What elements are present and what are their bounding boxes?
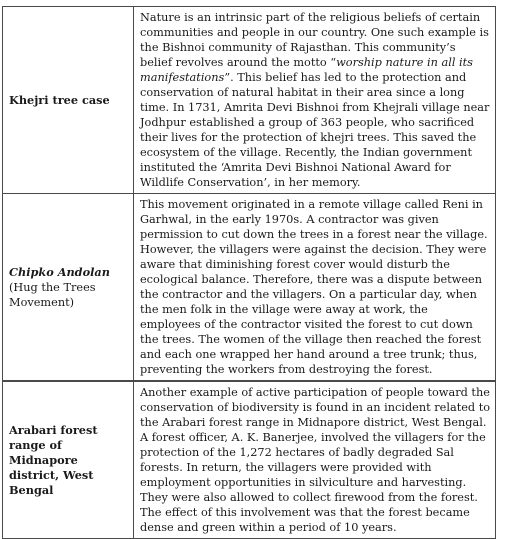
khejri-label-text: Khejri tree case <box>9 92 110 107</box>
khejri-motto: worship nature in all its manifestations <box>140 56 473 84</box>
table-row-chipko <box>3 194 496 381</box>
row-text-khejri <box>134 7 496 194</box>
khejri-text-b: ”. This belief has led to the protection and conservation of natural habitat in their area since a long time. In 1731, Amrita Devi Bishnoi from Khejrali village near Jodhpur established a group of 363 people, who sacrificed their lives for the protection of khejri trees. This saved the ecosystem of the village. Recently, the Indian government instituted the ‘Amrita Devi Bishnoi National Award for Wildlife Conservation’, in her memory. <box>140 71 490 189</box>
row-label-chipko <box>3 194 134 381</box>
chipko-label-italic: Chipko Andolan <box>9 264 110 279</box>
chipko-text: This movement originated in a remote village called Reni in Garhwal, in the early 1970s. A contractor was given permission to cut down the trees in a forest near the village. However, the villagers were against the decision. They were aware that diminishing forest cover would disturb the ecological balance. Therefore, there was a dispute between the contractor and the villagers. On a particular day, when the men folk in the village were away at work, the employees of the contractor visited the forest to cut down the trees. The women of the village then reached the forest and each one wrapped her hand around a tree trunk; thus, preventing the workers from destroying the forest. <box>140 198 488 376</box>
case-table-2 <box>2 381 496 539</box>
khejri-text-a: Nature is an intrinsic part of the religious beliefs of certain communities and people in our country. One such example is the Bishnoi community of Rajasthan. This community’s belief revolves around the motto “ <box>140 11 489 69</box>
arabari-label-text: Arabari forest range of Midnapore district, West Bengal <box>9 422 98 497</box>
table-row-khejri <box>3 7 496 194</box>
row-text-chipko <box>134 194 496 381</box>
table-row-arabari <box>3 382 496 539</box>
chipko-label-rest: (Hug the Trees Movement) <box>9 280 96 309</box>
row-label-arabari <box>3 382 134 539</box>
arabari-text: Another example of active participation of people toward the conservation of biodiversity is found in an incident related to the Arabari forest range in Midnapore district, West Bengal. A forest officer, A. K. Banerjee, involved the villagers for the protection of the 1,272 hectares of badly degraded Sal forests. In return, the villagers were provided with employment opportunities in silviculture and harvesting. They were also allowed to collect firewood from the forest. The effect of this involvement was that the forest became dense and green within a period of 10 years. <box>140 386 491 534</box>
case-table-1 <box>2 6 496 381</box>
row-label-khejri <box>3 7 134 194</box>
row-text-arabari <box>134 382 496 539</box>
